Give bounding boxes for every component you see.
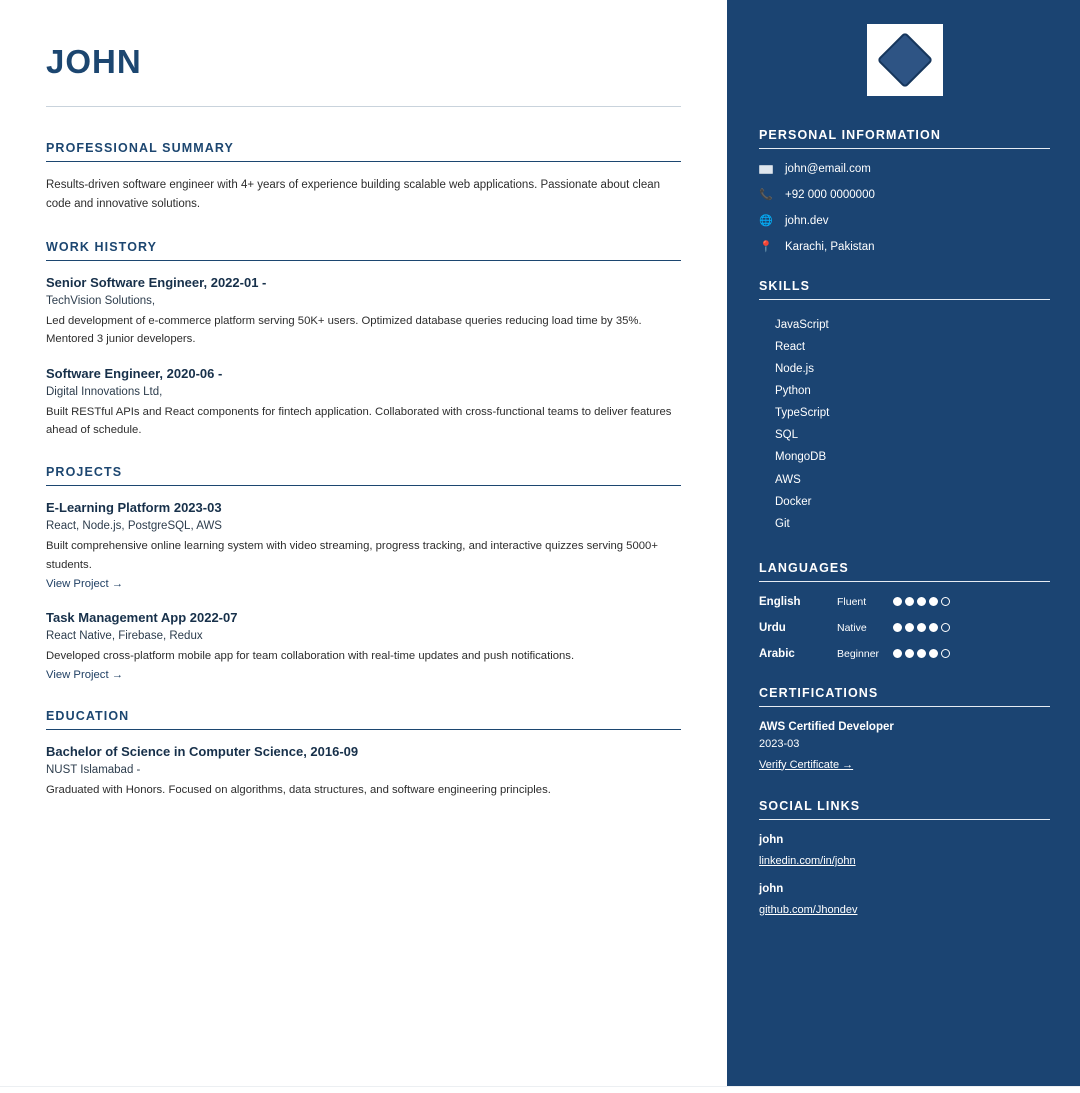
page-bottom-edge [0, 1086, 1080, 1093]
rating-dot-empty [941, 649, 950, 658]
list-item: JavaScript [775, 319, 829, 331]
list-item: Python [775, 385, 811, 398]
work-entry-title: Software Engineer, 2020-06 - [46, 366, 223, 382]
rating-dot-filled [917, 597, 926, 606]
education-school: NUST Islamabad - [46, 763, 141, 776]
contact-phone-value: +92 000 0000000 [785, 189, 875, 201]
language-level: Fluent [837, 595, 867, 608]
language-name: Urdu [759, 621, 786, 634]
rating-dot-filled [917, 623, 926, 632]
list-item: MongoDB [775, 451, 827, 464]
language-row [759, 622, 1050, 634]
section-divider [46, 729, 681, 730]
language-row [759, 596, 1050, 608]
education-description: Graduated with Honors. Focused on algorithms, data structures, and software engineering principles. [46, 783, 551, 796]
page-title: JOHN [46, 43, 142, 80]
rating-dot-filled [917, 649, 926, 658]
section-heading-education: EDUCATION [46, 708, 130, 723]
contact-phone [759, 189, 1050, 201]
sidebar-section-skills [759, 279, 1050, 535]
list-item: Git [775, 517, 790, 530]
map-pin-icon: 📍 [759, 240, 773, 253]
contact-location-value: Karachi, Pakistan [785, 241, 875, 253]
section-professional-summary [46, 141, 681, 214]
project-title: E-Learning Platform 2023-03 [46, 500, 222, 516]
language-name: English [759, 595, 801, 608]
sidebar-section-certifications [759, 686, 1050, 773]
social-link-item [759, 883, 1050, 918]
project-description: Built comprehensive online learning system with video streaming, progress tracking, and interactive quizzes serving 5000+ students. [46, 540, 658, 571]
contact-email-value: john@email.com [785, 163, 871, 175]
rating-dot-filled [929, 623, 938, 632]
section-heading-summary: PROFESSIONAL SUMMARY [46, 141, 234, 156]
work-entry-company: Digital Innovations Ltd, [46, 386, 163, 399]
social-url-link[interactable]: linkedin.com/in/john [759, 854, 856, 867]
work-entry-title: Senior Software Engineer, 2022-01 - [46, 275, 267, 291]
language-row [759, 648, 1050, 660]
sidebar-heading-skills: SKILLS [759, 279, 811, 293]
contact-website [759, 215, 1050, 227]
globe-icon: 🌐 [759, 214, 773, 227]
envelope-icon [759, 165, 773, 174]
project-description: Developed cross-platform mobile app for team collaboration with real-time updates and push notifications. [46, 649, 575, 662]
language-level: Beginner [837, 647, 880, 660]
sidebar-divider [759, 299, 1050, 300]
work-entry-company: TechVision Solutions, [46, 295, 156, 308]
project-tech: React Native, Firebase, Redux [46, 629, 203, 642]
project-link[interactable]: View Project → [46, 577, 124, 590]
education-degree: Bachelor of Science in Computer Science, 2016-09 [46, 743, 359, 759]
resume-sidebar [727, 0, 1080, 1093]
language-level: Native [837, 621, 867, 634]
sidebar-section-personal-information [759, 128, 1050, 253]
language-rating-dots [893, 649, 950, 658]
section-divider [46, 260, 681, 261]
list-item: AWS [775, 473, 801, 486]
section-education [46, 709, 681, 799]
rating-dot-filled [905, 649, 914, 658]
project-entry [46, 500, 681, 591]
section-heading-projects: PROJECTS [46, 465, 123, 480]
certification-name: AWS Certified Developer [759, 720, 894, 733]
sidebar-heading-certifications: CERTIFICATIONS [759, 685, 879, 700]
sidebar-heading-social: SOCIAL LINKS [759, 798, 861, 813]
work-entry-description: Built RESTful APIs and React components for fintech application. Collaborated with cross-functional teams to deliver features ahead of schedule. [46, 406, 672, 437]
rating-dot-empty [941, 597, 950, 606]
work-entry [46, 275, 681, 348]
rating-dot-filled [929, 597, 938, 606]
list-item: SQL [775, 429, 799, 442]
sidebar-divider [759, 819, 1050, 820]
section-heading-work: WORK HISTORY [46, 240, 158, 255]
contact-website-value: john.dev [785, 215, 829, 227]
project-entry [46, 610, 681, 683]
summary-text: Results-driven software engineer with 4+ years of experience building scalable web applications. Passionate about clean code and innovative solutions. [46, 179, 661, 211]
contact-location [759, 241, 1050, 253]
language-name: Arabic [759, 647, 795, 660]
header-divider [46, 106, 681, 107]
sidebar-heading-languages: LANGUAGES [759, 560, 849, 575]
social-username: john [759, 833, 784, 846]
certification-date: 2023-03 [759, 737, 800, 750]
project-tech: React, Node.js, PostgreSQL, AWS [46, 520, 222, 533]
list-item: Docker [775, 495, 812, 508]
work-entry [46, 366, 681, 439]
social-url-link[interactable]: github.com/Jhondev [759, 903, 858, 916]
logo-container [759, 24, 1050, 96]
section-divider [46, 485, 681, 486]
project-title: Task Management App 2022-07 [46, 609, 238, 625]
contact-email [759, 163, 1050, 175]
sidebar-section-social-links [759, 799, 1050, 918]
rating-dot-filled [905, 623, 914, 632]
sidebar-section-languages [759, 561, 1050, 660]
section-divider [46, 161, 681, 162]
social-link-item [759, 834, 1050, 869]
language-rating-dots [893, 597, 950, 606]
rating-dot-filled [893, 649, 902, 658]
rating-dot-empty [941, 623, 950, 632]
section-projects [46, 465, 681, 682]
list-item: Node.js [775, 363, 814, 376]
list-item: TypeScript [775, 407, 830, 420]
sidebar-divider [759, 581, 1050, 582]
rating-dot-filled [905, 597, 914, 606]
sidebar-divider [759, 148, 1050, 149]
diamond-logo-icon [867, 24, 943, 96]
phone-icon: 📞 [759, 188, 773, 201]
rating-dot-filled [893, 623, 902, 632]
skills-list [759, 314, 1050, 535]
diamond-shape-icon [876, 32, 933, 89]
rating-dot-filled [893, 597, 902, 606]
sidebar-divider [759, 706, 1050, 707]
certification-item [759, 721, 1050, 773]
social-username: john [759, 882, 784, 895]
project-link[interactable]: View Project → [46, 668, 124, 681]
list-item: React [775, 341, 806, 354]
verify-certificate-link[interactable]: Verify Certificate → [759, 758, 854, 771]
sidebar-heading-personal: PERSONAL INFORMATION [759, 128, 941, 142]
section-work-history [46, 240, 681, 439]
language-rating-dots [893, 623, 950, 632]
rating-dot-filled [929, 649, 938, 658]
work-entry-description: Led development of e-commerce platform serving 50K+ users. Optimized database queries reducing load time by 35%. Mentored 3 junior developers. [46, 315, 642, 346]
education-entry [46, 744, 681, 799]
